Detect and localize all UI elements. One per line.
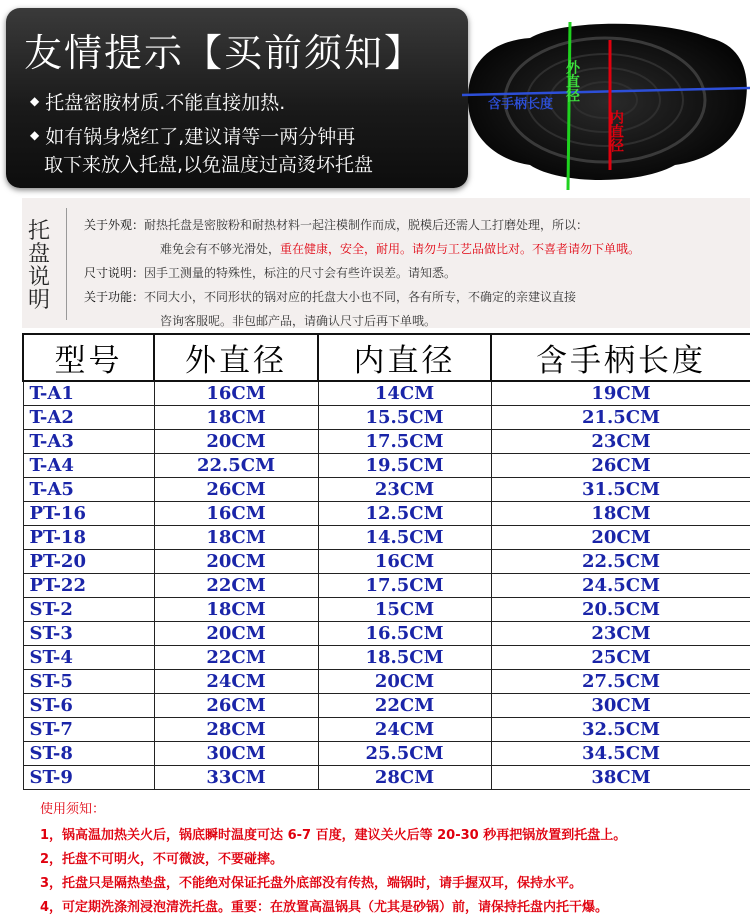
cell-handle: 21.5CM <box>491 406 750 430</box>
banner-title: 友情提示【买前须知】 <box>24 31 425 75</box>
cell-handle: 22.5CM <box>491 550 750 574</box>
cell-model: ST-9 <box>23 766 154 790</box>
cell-model: ST-3 <box>23 622 154 646</box>
appearance-row-2 <box>160 240 640 257</box>
cell-inner: 24CM <box>318 718 491 742</box>
cell-outer: 22CM <box>154 646 318 670</box>
cell-model: T-A4 <box>23 454 154 478</box>
table-row <box>23 742 750 766</box>
header-inner: 内直径 <box>318 334 491 381</box>
bullet-icon: ◆ <box>30 128 40 142</box>
cell-outer: 16CM <box>154 502 318 526</box>
cell-handle: 38CM <box>491 766 750 790</box>
function-row <box>84 288 576 305</box>
cell-handle: 18CM <box>491 502 750 526</box>
appearance-row <box>84 216 588 233</box>
cell-handle: 20CM <box>491 526 750 550</box>
tray-diagram <box>460 0 750 197</box>
tip-item <box>30 88 285 115</box>
cell-inner: 17.5CM <box>318 430 491 454</box>
cell-outer: 20CM <box>154 550 318 574</box>
cell-handle: 19CM <box>491 381 750 406</box>
appearance-text: 耐热托盘是密胺粉和耐热材料一起注模制作而成，脱模后还需人工打磨处理，所以： <box>144 218 589 232</box>
cell-model: ST-8 <box>23 742 154 766</box>
table-row <box>23 574 750 598</box>
tip-text: 如有锅身烧红了,建议请等一两分钟再 <box>45 126 356 148</box>
cell-outer: 18CM <box>154 598 318 622</box>
cell-inner: 14.5CM <box>318 526 491 550</box>
tip-text: 取下来放入托盘,以免温度过高烫坏托盘 <box>44 154 374 176</box>
cell-inner: 18.5CM <box>318 646 491 670</box>
cell-model: PT-22 <box>23 574 154 598</box>
appearance-text-red: 重在健康，安全，耐用。请勿与工艺品做比对。不喜者请勿下单哦。 <box>280 242 641 256</box>
cell-outer: 20CM <box>154 430 318 454</box>
table-row <box>23 622 750 646</box>
cell-model: ST-7 <box>23 718 154 742</box>
spec-table <box>22 333 750 790</box>
size-label: 尺寸说明： <box>84 266 145 280</box>
cell-inner: 20CM <box>318 670 491 694</box>
table-row <box>23 406 750 430</box>
table-row <box>23 454 750 478</box>
cell-outer: 28CM <box>154 718 318 742</box>
cell-model: ST-4 <box>23 646 154 670</box>
cell-model: ST-6 <box>23 694 154 718</box>
cell-model: PT-16 <box>23 502 154 526</box>
banner <box>0 0 750 197</box>
cell-handle: 31.5CM <box>491 478 750 502</box>
cell-outer: 18CM <box>154 406 318 430</box>
table-row <box>23 646 750 670</box>
cell-handle: 20.5CM <box>491 598 750 622</box>
description-side-label: 托盘说明 <box>28 219 51 313</box>
notes-title: 使用须知： <box>40 802 106 817</box>
size-row <box>84 264 456 281</box>
cell-inner: 22CM <box>318 694 491 718</box>
cell-model: PT-18 <box>23 526 154 550</box>
cell-inner: 16.5CM <box>318 622 491 646</box>
cell-handle: 32.5CM <box>491 718 750 742</box>
cell-handle: 23CM <box>491 622 750 646</box>
note-item: 3，托盘只是隔热垫盘，不能绝对保证托盘外底部没有传热，端锅时，请手握双耳，保持水平。 <box>40 876 583 891</box>
table-row <box>23 502 750 526</box>
cell-outer: 20CM <box>154 622 318 646</box>
table-row <box>23 598 750 622</box>
cell-handle: 25CM <box>491 646 750 670</box>
outer-diameter-line <box>568 22 570 190</box>
table-row <box>23 550 750 574</box>
table-row <box>23 718 750 742</box>
cell-inner: 15.5CM <box>318 406 491 430</box>
cell-inner: 14CM <box>318 381 491 406</box>
note-item: 2，托盘不可明火，不可微波，不要碰摔。 <box>40 852 284 867</box>
cell-outer: 16CM <box>154 381 318 406</box>
cell-outer: 26CM <box>154 478 318 502</box>
tip-text: 托盘密胺材质.不能直接加热. <box>45 92 286 114</box>
cell-handle: 27.5CM <box>491 670 750 694</box>
table-row <box>23 430 750 454</box>
header-handle: 含手柄长度 <box>491 334 750 381</box>
cell-handle: 26CM <box>491 454 750 478</box>
cell-outer: 33CM <box>154 766 318 790</box>
cell-inner: 23CM <box>318 478 491 502</box>
table-row <box>23 381 750 406</box>
cell-handle: 34.5CM <box>491 742 750 766</box>
table-row <box>23 766 750 790</box>
cell-inner: 25.5CM <box>318 742 491 766</box>
cell-outer: 30CM <box>154 742 318 766</box>
cell-model: T-A1 <box>23 381 154 406</box>
header-model: 型号 <box>23 334 154 381</box>
table-row <box>23 670 750 694</box>
bullet-icon: ◆ <box>30 94 40 108</box>
appearance-label: 关于外观： <box>84 218 145 232</box>
cell-inner: 19.5CM <box>318 454 491 478</box>
cell-handle: 23CM <box>491 430 750 454</box>
tip-item <box>30 122 355 149</box>
handle-label: 含手柄长度 <box>488 97 554 112</box>
cell-inner: 17.5CM <box>318 574 491 598</box>
table-row <box>23 478 750 502</box>
cell-model: ST-2 <box>23 598 154 622</box>
outer-label: 外直径 <box>564 60 580 102</box>
cell-outer: 22.5CM <box>154 454 318 478</box>
notice-box <box>6 8 468 188</box>
cell-outer: 24CM <box>154 670 318 694</box>
cell-inner: 16CM <box>318 550 491 574</box>
note-item: 4，可定期洗涤剂浸泡清洗托盘。重要：在放置高温锅具（尤其是砂锅）前，请保持托盘内托干爆。 <box>40 900 609 915</box>
cell-model: T-A5 <box>23 478 154 502</box>
inner-label: 内直径 <box>608 110 624 152</box>
cell-handle: 24.5CM <box>491 574 750 598</box>
cell-model: ST-5 <box>23 670 154 694</box>
cell-model: T-A3 <box>23 430 154 454</box>
cell-model: PT-20 <box>23 550 154 574</box>
divider <box>66 208 67 320</box>
note-item: 1，锅高温加热关火后，锅底瞬时温度可达 6-7 百度，建议关火后等 20-30 秒再把锅放置到托盘上。 <box>40 828 627 843</box>
cell-outer: 18CM <box>154 526 318 550</box>
size-text: 因手工测量的特殊性，标注的尺寸会有些许误差。请知悉。 <box>144 266 457 280</box>
cell-inner: 15CM <box>318 598 491 622</box>
header-outer: 外直径 <box>154 334 318 381</box>
cell-inner: 12.5CM <box>318 502 491 526</box>
function-text: 不同大小，不同形状的锅对应的托盘大小也不同，各有所专，不确定的亲建议直接 <box>144 290 577 304</box>
function-text-2: 咨询客服呢。非包邮产品，请确认尺寸后再下单哦。 <box>160 314 437 328</box>
table-row <box>23 526 750 550</box>
cell-outer: 26CM <box>154 694 318 718</box>
appearance-text-plain: 难免会有不够光滑处， <box>160 242 281 256</box>
cell-inner: 28CM <box>318 766 491 790</box>
function-label: 关于功能： <box>84 290 145 304</box>
cell-outer: 22CM <box>154 574 318 598</box>
cell-model: T-A2 <box>23 406 154 430</box>
table-header-row <box>23 334 750 381</box>
table-row <box>23 694 750 718</box>
cell-handle: 30CM <box>491 694 750 718</box>
